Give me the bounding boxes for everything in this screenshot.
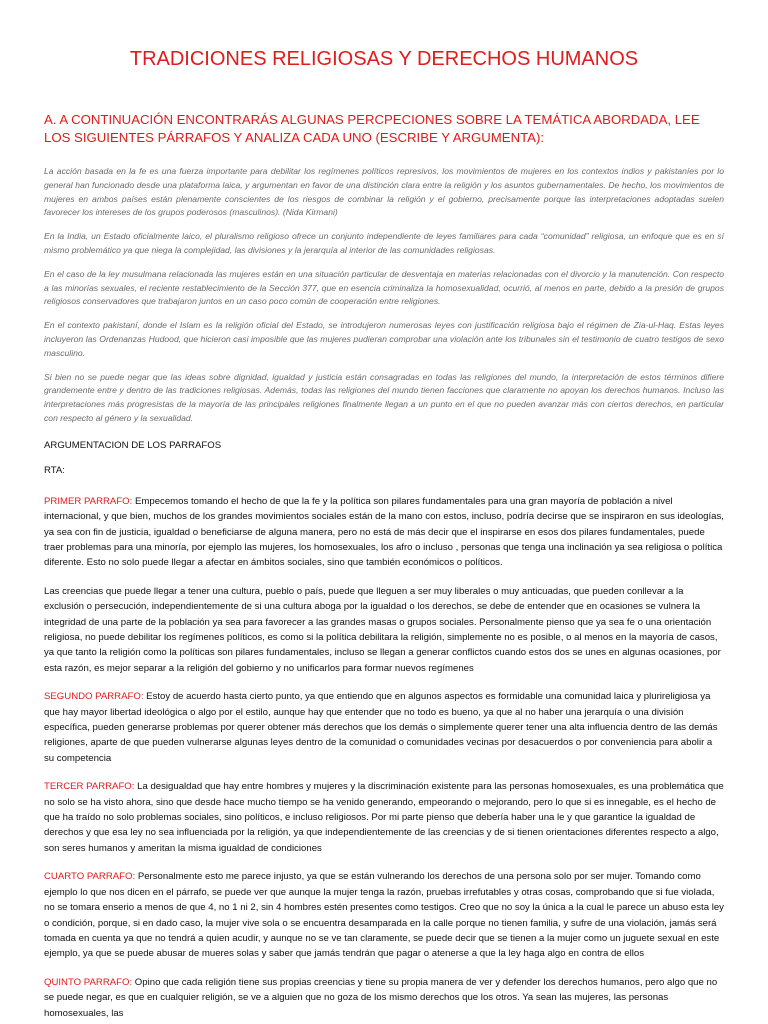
paragraph-label: QUINTO PARRAFO:: [44, 976, 133, 988]
paragraph-label: CUARTO PARRAFO:: [44, 871, 136, 883]
paragraph-label: SEGUNDO PARRAFO:: [44, 691, 144, 703]
answer-paragraph: [44, 779, 724, 856]
answer-paragraph: [44, 584, 724, 676]
paragraph-text: Estoy de acuerdo hasta cierto punto, ya que entiendo que en algunos aspectos es formidable una comunidad laica y plurireligiosa ya que hay mayor libertad ideológica o algo por el estilo, aunque hay que entender que no todo es bueno, ya que al no haber una jerarquía o una división específica, pueden generarse problemas por querer obtener más derechos que los demás o simplemente querer tener una alta influencia dentro de las demás religiones, aparte de que pueden vulnerarse algunas leyes dentro de la comunidad o comunidades vecinas por desacuerdos o por conveniencia para abolir a su competencia: [44, 691, 718, 764]
paragraph-text: Personalmente esto me parece injusto, ya que se están vulnerando los derechos de una persona solo por ser mujer. Tomando como ejemplo lo que nos dicen en el párrafo, se puede ver que aunque la mujer tenga la razón, pruebas irrefutables y otras cosas, comprobando que si fue violada, no se tomara enserio a menos de que 4, no 1 ni 2, sin 4 hombres estén presentes como testigos. Creo que no soy la única a la cual le parece un abuso esta ley o condición, porque, si en dado caso, la mujer vive sola o se encuentra desamparada en la calle porque no tienen familia, y sufre de una violación, jamás será tomada en cuenta ya que no tendrá a quien acudir, y aunque no se ve tan claramente, se puede decir que se tienen a la mujer como un juguete sexual en este ejemplo, ya que se puede abusar de mueres solas y saber que jamás tendrán que pagar o atenerse a que la ley haga algo en contra de ellos: [44, 871, 724, 960]
answer-paragraph: [44, 689, 724, 766]
answer-paragraph: [44, 869, 724, 961]
paragraph-text: Opino que cada religión tiene sus propias creencias y tiene su propia manera de ver y defender los derechos humanos, pero algo que no se puede negar, es que en cualquier religión, se ve a alguien que no goza de los mismo derechos que los otros. Ya sean las mujeres, las personas homosexuales, las: [44, 976, 718, 1019]
quotes-section: [44, 165, 724, 426]
paragraph-text: Empecemos tomando el hecho de que la fe y la política son pilares fundamentales para una gran mayoría de población a nivel internacional, y que bien, muchos de los grandes movimientos sociales están de la mano con estos, incluso, podría decirse que se inspiraron en sus ideologías, ya sea con fin de justicia, igualdad o beneficiarse de alguna manera, pero no está de más decir que el inspirarse en esos dos pilares fundamentales, puede traer problemas para una minoría, por ejemplo las mujeres, los homosexuales, los afro o incluso , personas que tenga una inclinación ya sea religiosa o política diferente. Esto no solo puede llegar a afectar en ámbitos sociales, sino que también económicos o políticos.: [44, 495, 724, 569]
paragraph-text: Las creencias que puede llegar a tener una cultura, pueblo o país, puede que lleguen a ser muy liberales o muy anticuadas, que pueden conllevar a la exclusión o persecución, independientemente de si una cultura aboga por la igualdad o los derechos, se debe de entender que en ocasiones se vulnera la integridad de una parte de la población ya sea para favorecer a las grandes masas o grupos sociales. Personalmente pienso que ya sea fe o una orientación religiosa, no puede debilitar los regímenes políticos, es como si la política debilitara la religión, simplemente no es posible, o al menos en la mayoría de casos, ya que tanto la religión como la políticas son pilares fundamentales, incluso se llegan a generar conflictos cuando estos dos se unes en algunas ocasiones, por esta razón, es mejor separar a la religión del gobierno y no unificarlos para formar nuevos regímenes: [44, 585, 721, 674]
paragraph-label: TERCER PARRAFO:: [44, 781, 135, 793]
paragraph-label: PRIMER PARRAFO:: [44, 495, 133, 507]
document-title: TRADICIONES RELIGIOSAS Y DERECHOS HUMANOS: [129, 48, 639, 70]
section-heading: ARGUMENTACION DE LOS PARRAFOS: [44, 439, 222, 451]
answer-paragraph: [44, 494, 724, 571]
answers-section: [44, 494, 724, 1021]
paragraph-text: La desigualdad que hay entre hombres y mujeres y la discriminación existente para las personas homosexuales, es una problemática que no solo se ha visto ahora, sino que desde hace mucho tiempo se ha venido generando, empeorando o mejorando, pero lo que si es innegable, es el hecho de que ha traído no solo problemas sociales, sino políticos, e incluso religiosos. Por mi parte pienso que debería haber una le y que garantice la igualdad de derechos y que esa ley no sea influenciada por la religión, ya que independientemente de las creencias y de si tienen orientaciones diferentes respecto a algo, son seres humanos y ameritan la misma igualdad de condiciones: [44, 781, 724, 854]
quote-paragraph: En el contexto pakistaní, donde el Islam es la religión oficial del Estado, se introdujeron numerosas leyes con justificación religiosa bajo el régimen de Zia-ul-Haq. Estas leyes incluyeron las Ordenanzas Hudood, que hicieron casi imposible que las mujeres pudieran comprobar una violación ante los tribunales sin el testimonio de cuatro testigos de sexo masculino.: [44, 320, 724, 358]
answer-paragraph: [44, 975, 724, 1021]
quote-paragraph: Si bien no se puede negar que las ideas sobre dignidad, igualdad y justicia están consagradas en todas las religiones del mundo, la interpretación de estos términos difiere grandemente entre y dentro de las tradiciones religiosas. Además, todas las religiones del mundo tienen facciones que claramente no apoyan los derechos humanos. Incluso las interpretaciones más progresistas de la mayoría de las principales religiones finalmente llegan a un punto en el que no pueden avanzar más con ciertos derechos, en particular con respecto al género y la sexualidad.: [44, 371, 724, 423]
instruction-text: A. A CONTINUACIÓN ENCONTRARÁS ALGUNAS PERCPECIONES SOBRE LA TEMÁTICA ABORDADA, LEE LOS SIGUIENTES PÁRRAFOS Y ANALIZA CADA UNO (ESCRIBE Y ARGUMENTA):: [44, 112, 700, 145]
quote-paragraph: En el caso de la ley musulmana relacionada las mujeres están en una situación particular de desventaja en materias relacionadas con el divorcio y la manutención. Con respecto a las minorías sexuales, el reciente restablecimiento de la Sección 377, que en esencia criminaliza la homosexualidad, ocurrió, al menos en parte, debido a la presión de grupos religiosos conservadores que trabajaron juntos en un caso poco común de cooperación entre religiones.: [44, 268, 724, 307]
quote-paragraph: En la India, un Estado oficialmente laico, el pluralismo religioso ofrece un conjunto independiente de leyes familiares para cada “comunidad” religiosa, un enfoque que es en sí mismo problemático ya que niega la complejidad, las divisiones y la jerarquía al interior de las comunidades religiosas.: [44, 231, 724, 255]
rta-label: RTA:: [44, 464, 65, 476]
quote-paragraph: La acción basada en la fe es una fuerza importante para debilitar los regímenes políticos represivos, los movimientos de mujeres en los contextos indios y pakistaníes por lo general han funcionado desde una plataforma laica, y argumentan en favor de una distinción clara entre la religión y los asuntos gubernamentales. De hecho, los movimientos de mujeres en ambos países están plenamente conscientes de los riesgos de combinar la religión y el gobierno, precisamente porque las interpretaciones adoptadas suelen favorecer los intereses de los grupos poderosos (masculinos). (Nida Kirmani): [44, 166, 724, 218]
